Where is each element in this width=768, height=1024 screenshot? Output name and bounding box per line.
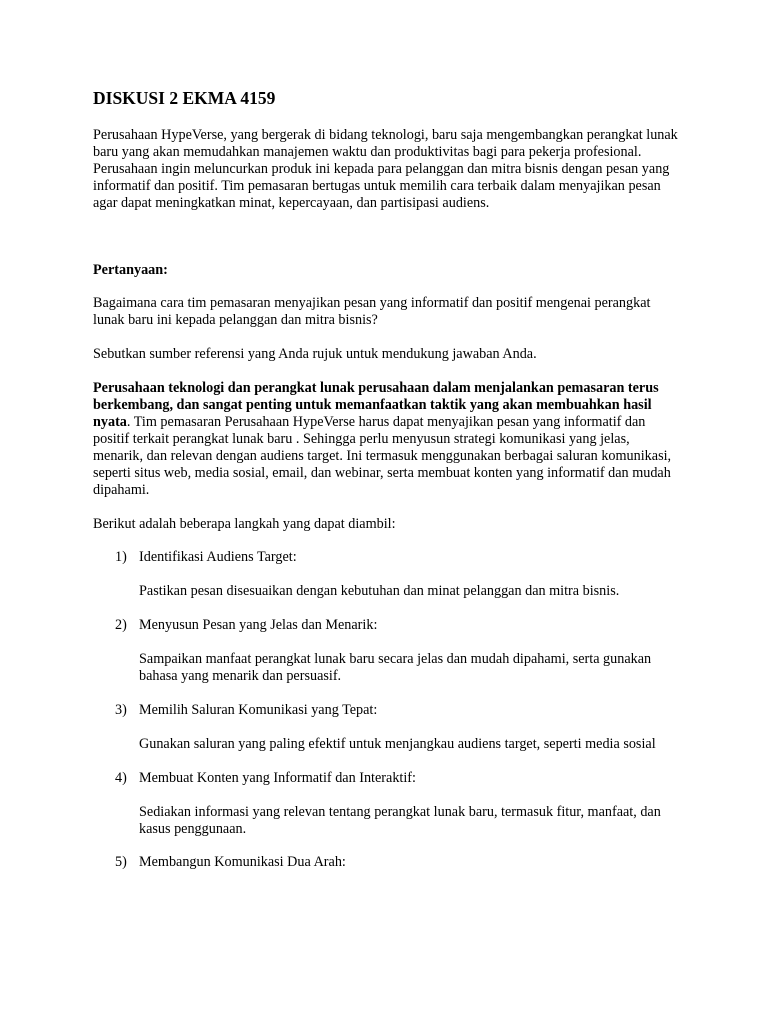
- steps-list: [93, 549, 683, 871]
- list-item: [93, 702, 683, 753]
- step-title: Membuat Konten yang Informatif dan Interaktif:: [139, 769, 416, 786]
- step-number: 5): [115, 854, 127, 871]
- answer-bold-text: Perusahaan teknologi dan perangkat lunak perusahaan dalam menjalankan pemasaran terus berkembang, dan sangat penting untuk memanfaatkan taktik yang akan membuahkan hasil nyata: [93, 380, 659, 430]
- step-title: Identifikasi Audiens Target:: [139, 549, 297, 566]
- list-item: [93, 854, 683, 871]
- spacer: [93, 212, 683, 262]
- list-item: [93, 549, 683, 600]
- step-description: Sediakan informasi yang relevan tentang perangkat lunak baru, termasuk fitur, manfaat, dan kasus penggunaan.: [139, 803, 661, 837]
- intro-paragraph: Perusahaan HypeVerse, yang bergerak di bidang teknologi, baru saja mengembangkan perangkat lunak baru yang akan memudahkan manajemen waktu dan produktivitas bagi para pekerja profesional. Perusahaan ingin meluncurkan produk ini kepada para pelanggan dan mitra bisnis dengan pesan yang informatif dan positif. Tim pemasaran bertugas untuk memilih cara terbaik dalam menyajikan pesan agar dapat meningkatkan minat, kepercayaan, dan partisipasi audiens.: [93, 127, 678, 211]
- step-number: 3): [115, 701, 127, 718]
- answer-paragraph: [93, 380, 683, 498]
- step-number: 2): [115, 617, 127, 634]
- step-description: Sampaikan manfaat perangkat lunak baru secara jelas dan mudah dipahami, serta gunakan bahasa yang menarik dan persuasif.: [139, 651, 652, 685]
- step-title: Memilih Saluran Komunikasi yang Tepat:: [139, 701, 378, 718]
- document-title: DISKUSI 2 EKMA 4159: [93, 88, 276, 108]
- step-number: 1): [115, 549, 127, 566]
- document-content: [93, 88, 683, 888]
- step-number: 4): [115, 769, 127, 786]
- list-item: [93, 617, 683, 685]
- questions-heading: Pertanyaan:: [93, 261, 168, 278]
- step-title: Membangun Komunikasi Dua Arah:: [139, 854, 346, 871]
- list-item: [93, 770, 683, 838]
- answer-text: . Tim pemasaran Perusahaan HypeVerse harus dapat menyajikan pesan yang informatif dan positif terkait perangkat lunak baru . Sehingga perlu menyusun strategi komunikasi yang jelas, menarik, dan relevan dengan audiens target. Ini termasuk menggunakan berbagai saluran komunikasi, seperti situs web, media sosial, email, dan webinar, serta membuat konten yang informatif dan mudah dipahami.: [93, 413, 672, 498]
- step-title: Menyusun Pesan yang Jelas dan Menarik:: [139, 617, 378, 634]
- question-1: Bagaimana cara tim pemasaran menyajikan pesan yang informatif dan positif mengenai perangkat lunak baru ini kepada pelanggan dan mitra bisnis?: [93, 295, 651, 329]
- question-2: Sebutkan sumber referensi yang Anda rujuk untuk mendukung jawaban Anda.: [93, 346, 537, 363]
- steps-intro: Berikut adalah beberapa langkah yang dapat diambil:: [93, 515, 396, 532]
- step-description: Gunakan saluran yang paling efektif untuk menjangkau audiens target, seperti media sosial: [139, 735, 656, 752]
- step-description: Pastikan pesan disesuaikan dengan kebutuhan dan minat pelanggan dan mitra bisnis.: [139, 583, 620, 600]
